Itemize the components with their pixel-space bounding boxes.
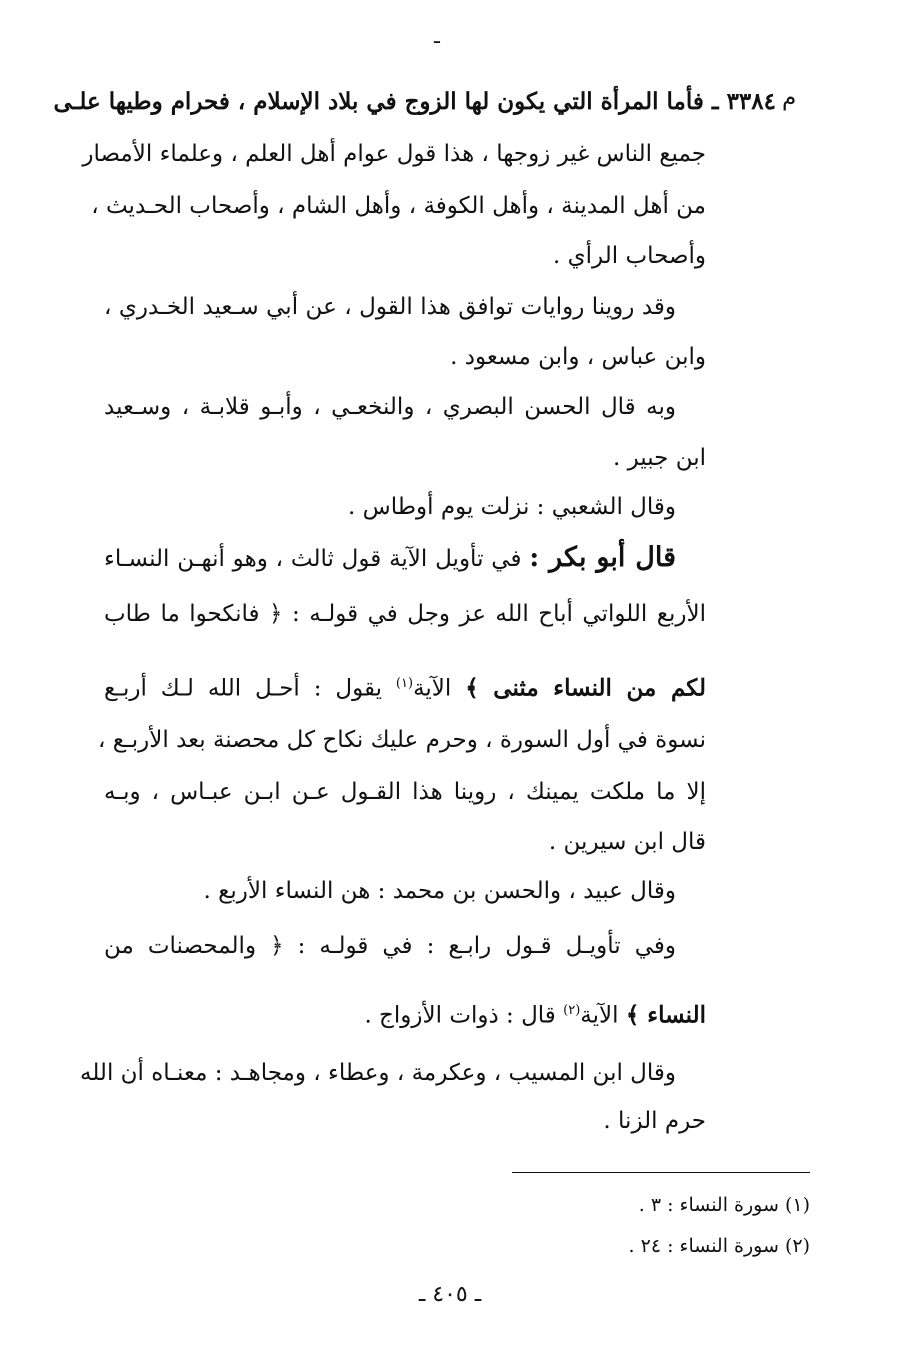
verse-tail: يقول : أحـل الله لـك أربـع [104,675,383,702]
text-line: وقال عبيد ، والحسن بن محمد : هن النساء الأربع . [203,878,676,904]
text-line-verse [104,994,706,1033]
text-line: قال ابن سيرين . [548,829,706,855]
page-number: ـ ٤٠٥ ـ [418,1282,482,1307]
text-line: وبه قال الحسن البصري ، والنخعـي ، وأبـو قلابـة ، وسـعيد [104,394,676,420]
text-line: وابن عباس ، وابن مسعود . [450,344,706,370]
text-line: وقد روينا روايات توافق هذا القول ، عن أبي سـعيد الخـدري ، [104,294,676,320]
footnote-ref: (١) [395,676,414,691]
footnote-ref: (٢) [563,1003,581,1018]
verse-label: الآية [413,675,452,702]
quran-verse: النساء ﴾ [625,1001,706,1029]
abu-bakr-text: في تأويل الآية قول ثالث ، وهو أنهـن النسـاء [104,546,522,572]
verse-label: الآية [580,1002,619,1029]
text-line: وفي تأويـل قـول رابـع : في قولـه : ﴿ والمحصنات من [104,933,676,959]
text-line-abu-bakr [104,541,676,576]
footnote-divider [512,1172,810,1173]
text-line: ٣٣٨٤ ـ فأما المرأة التي يكون لها الزوج في بلاد الإسلام ، فحرام وطيها علـى [53,88,776,115]
margin-mark: م [782,85,797,111]
speaker-label: قال أبو بكر : [529,542,676,573]
text-line: جميع الناس غير زوجها ، هذا قول عوام أهل العلم ، وعلماء الأمصار [82,141,706,167]
verse-tail: قال : ذوات الأزواج . [364,1002,556,1029]
text-line-verse [104,667,706,706]
text-line: إلا ما ملكت يمينك ، روينا هذا القـول عـن ابـن عبـاس ، وبـه [104,779,706,805]
quran-verse: لكم من النساء مثنى ﴾ [465,674,706,702]
text-line: من أهل المدينة ، وأهل الكوفة ، وأهل الشام ، وأصحاب الحـديث ، [91,193,706,219]
top-mark: ـ [434,24,440,48]
footnote: (٢) سورة النساء : ٢٤ . [628,1235,810,1257]
text-line: وأصحاب الرأي . [553,243,706,269]
text-line: الأربع اللواتي أباح الله عز وجل في قولـه : ﴿ فانكحوا ما طاب [104,601,706,627]
text-line: ابن جبير . [612,445,706,471]
text-line: نسوة في أول السورة ، وحرم عليك نكاح كل محصنة بعد الأربـع ، [98,727,706,753]
footnote: (١) سورة النساء : ٣ . [638,1194,810,1216]
text-line: وقال ابن المسيب ، وعكرمة ، وعطاء ، ومجاهـد : معنـاه أن الله [79,1060,676,1086]
text-line: وقال الشعبي : نزلت يوم أوطاس . [348,494,676,520]
text-line: حرم الزنا . [603,1108,706,1134]
